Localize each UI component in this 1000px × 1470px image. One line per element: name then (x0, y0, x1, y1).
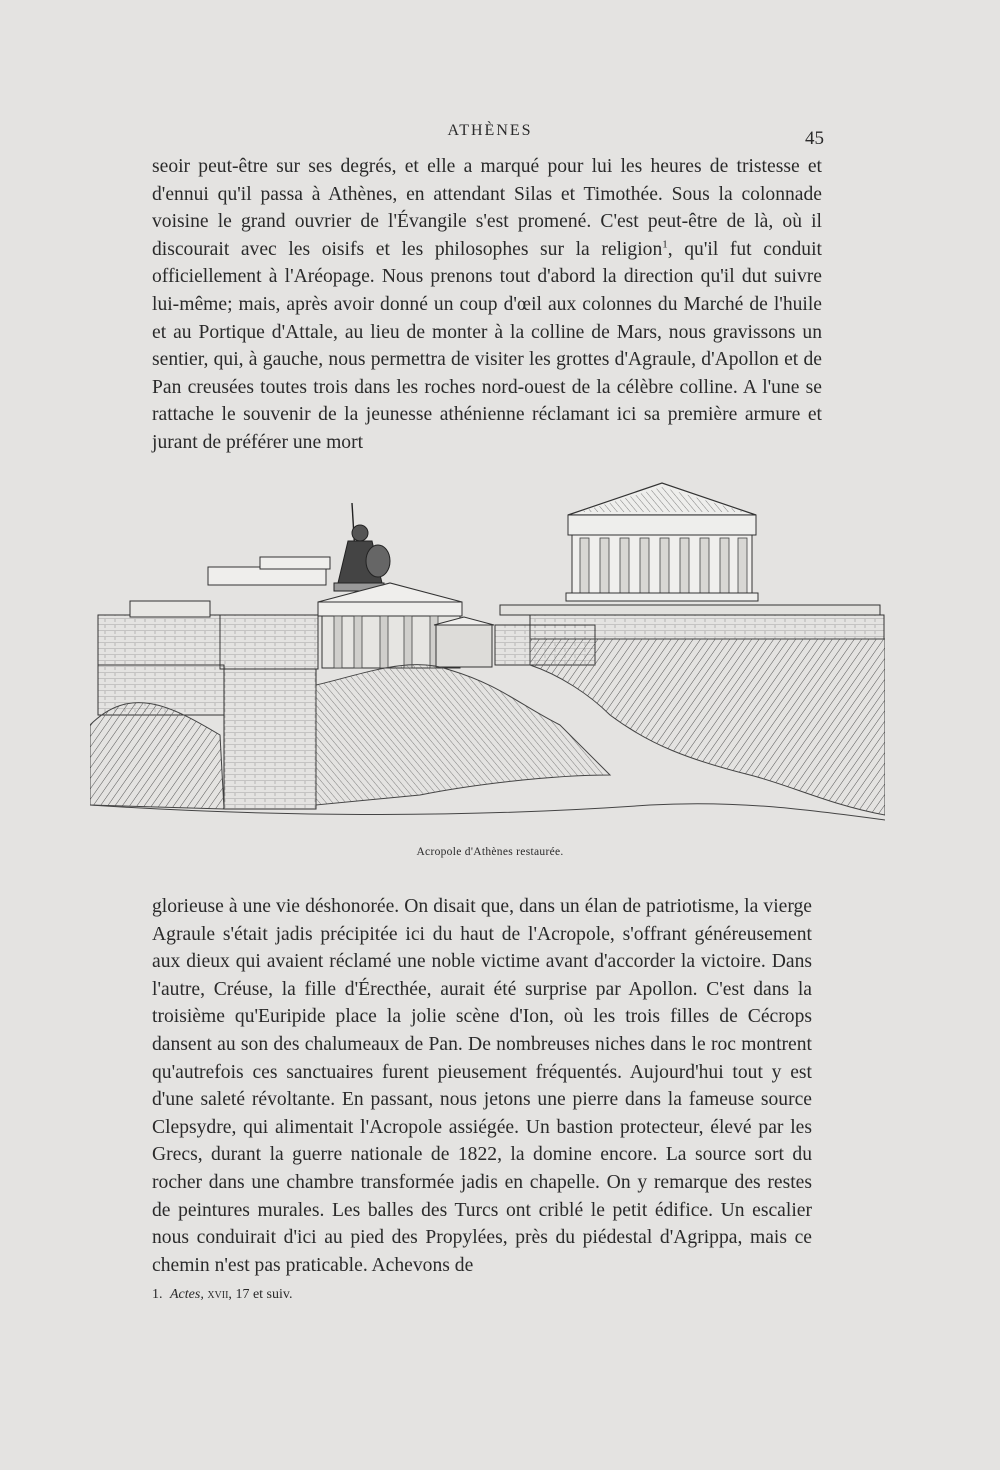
footnote-reference[interactable]: 1 (662, 238, 668, 251)
figure-caption: Acropole d'Athènes restaurée. (416, 846, 564, 858)
body-text-bottom (152, 893, 812, 1279)
footnote-book: Actes, (170, 1287, 204, 1302)
text-before-note: seoir peut-être sur ses degrés, et elle a marqué pour lui les heures de tristesse et d'ennui qu'il passa à Athènes, en attendant Silas et Timothée. Sous la colonnade voisine le grand ouvrier de l'Évangile s'est promené. C'est peut-être de là, où il discourait avec les oisifs et les philosophes sur la religion (152, 156, 822, 260)
body-text-top (152, 153, 822, 457)
paragraph-bottom: glorieuse à une vie déshonorée. On disait que, dans un élan de patriotisme, la vierge Agraule s'était jadis précipitée ici du haut de l'Acropole, s'offrant généreusement aux dieux qui avaient réclamé une noble victime avant d'accorder la victoire. Dans l'autre, Créuse, la fille d'Érecthée, aurait été surprise par Apollon. C'est dans la troisième qu'Euripide place la jolie scène d'Ion, où les trois filles de Cécrops dansent au son des chalumeaux de Pan. De nombreuses niches dans le roc montrent qu'autrefois ces sanctuaires furent pieusement fréquentés. Aujourd'hui tout y est d'une saleté révoltante. En passant, nous jetons une pierre dans la fameuse source Clepsydre, qui alimentait l'Acropole assiégée. Un bastion protecteur, élevé par les Grecs, durant la guerre nationale de 1822, la domine encore. La source sort du rocher dans une chambre transformée jadis en chapelle. On y remarque des restes de peintures murales. Les balles des Turcs ont criblé le petit édifice. Un escalier nous conduirait d'ici au pied des Propylées, près du piédestal d'Agrippa, mais ce chemin n'est pas praticable. Achevons de (152, 896, 812, 1276)
footnote-chapter: xvii, (207, 1287, 232, 1302)
footnote-verses: 17 et suiv. (235, 1287, 293, 1302)
page-number: 45 (805, 128, 824, 149)
acropolis-illustration (90, 475, 885, 837)
parthenon (566, 483, 758, 601)
footnote-number: 1. (152, 1287, 163, 1302)
paragraph-top (152, 153, 822, 457)
running-title: ATHÈNES (447, 122, 533, 139)
footnote (152, 1287, 292, 1303)
athena-promachos-statue (334, 503, 390, 591)
acropolis-engraving (90, 475, 885, 837)
text-after-note: , qu'il fut conduit officiellement à l'Aréopage. Nous prenons tout d'abord la direction qu'il dut suivre lui-même; mais, après avoir donné un coup d'œil aux colonnes du Marché de l'huile et au Portique d'Attale, au lieu de monter à la colline de Mars, nous gravissons un sentier, qui, à gauche, nous permettra de visiter les grottes d'Agraule, d'Apollon et de Pan creusées toutes trois dans les roches nord-ouest de la célèbre colline. A l'une se rattache le souvenir de la jeunesse athénienne réclamant ici sa première armure et jurant de préférer une mort (152, 238, 822, 453)
